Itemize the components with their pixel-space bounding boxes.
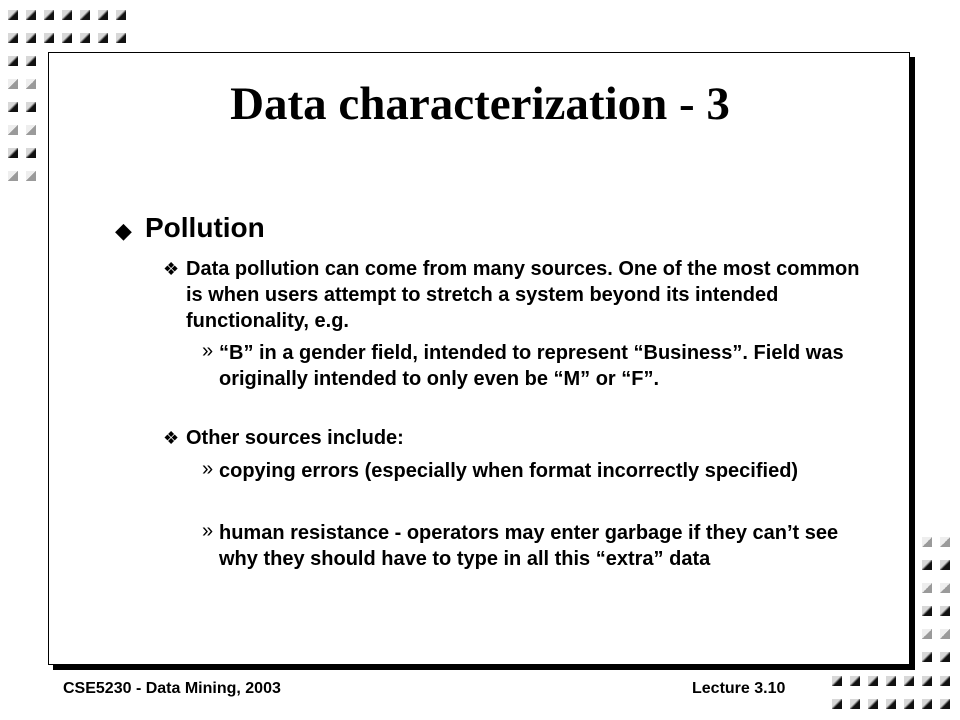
chevron-bullet-icon: » [202, 340, 214, 362]
decor-square [940, 560, 950, 570]
decor-square [8, 10, 18, 20]
decor-square [8, 148, 18, 158]
subpoint-copying-errors: copying errors (especially when format incorrectly specified) [219, 460, 799, 482]
decor-square [26, 148, 36, 158]
decor-square [940, 652, 950, 662]
decor-square [922, 652, 932, 662]
decor-square [26, 171, 36, 181]
decor-square [8, 171, 18, 181]
decor-square [44, 10, 54, 20]
decor-square [98, 10, 108, 20]
chevron-bullet-icon: » [202, 458, 214, 480]
decor-square [868, 699, 878, 709]
footer-course: CSE5230 - Data Mining, 2003 [63, 680, 281, 697]
decor-square [922, 560, 932, 570]
decor-square [904, 676, 914, 686]
decor-square [832, 699, 842, 709]
decor-square [850, 676, 860, 686]
clover-bullet-icon: ❖ [163, 259, 180, 279]
decor-square [44, 33, 54, 43]
decor-square [922, 537, 932, 547]
decor-square [904, 699, 914, 709]
decor-square [886, 676, 896, 686]
decor-square [8, 56, 18, 66]
decor-square [832, 676, 842, 686]
point-data-pollution: Data pollution can come from many sources. One of the most common is when users attempt to stretch a system beyond its intended functionality, e.g. [186, 258, 860, 332]
point-other-sources: Other sources include: [186, 427, 404, 449]
decor-square [940, 676, 950, 686]
decor-square [26, 56, 36, 66]
decor-square [8, 33, 18, 43]
decor-square [940, 606, 950, 616]
decor-square [922, 629, 932, 639]
decor-square [922, 699, 932, 709]
decor-square [62, 33, 72, 43]
decor-square [886, 699, 896, 709]
decor-square [116, 10, 126, 20]
slide-title: Data characterization - 3 [230, 78, 730, 130]
decor-square [922, 583, 932, 593]
decor-square [26, 33, 36, 43]
decor-square [940, 537, 950, 547]
decor-square [940, 583, 950, 593]
decor-square [116, 33, 126, 43]
decor-square [62, 10, 72, 20]
decor-square [940, 699, 950, 709]
decor-square [868, 676, 878, 686]
decor-square [80, 10, 90, 20]
subpoint-human-resistance: human resistance - operators may enter garbage if they can’t see why they should have to type in all this “extra” data [219, 522, 839, 570]
subpoint-gender-field: “B” in a gender field, intended to represent “Business”. Field was originally intended to only even be “M” or “F”. [219, 342, 844, 390]
decor-square [98, 33, 108, 43]
decor-square [26, 10, 36, 20]
decor-square [80, 33, 90, 43]
footer-lecture: Lecture 3.10 [692, 680, 786, 697]
clover-bullet-icon: ❖ [163, 428, 180, 448]
decor-square [922, 606, 932, 616]
decor-square [922, 676, 932, 686]
decor-square [850, 699, 860, 709]
diamond-bullet-icon: ◆ [115, 218, 132, 243]
decor-square [940, 629, 950, 639]
heading-pollution: Pollution [145, 212, 265, 243]
chevron-bullet-icon: » [202, 520, 214, 542]
